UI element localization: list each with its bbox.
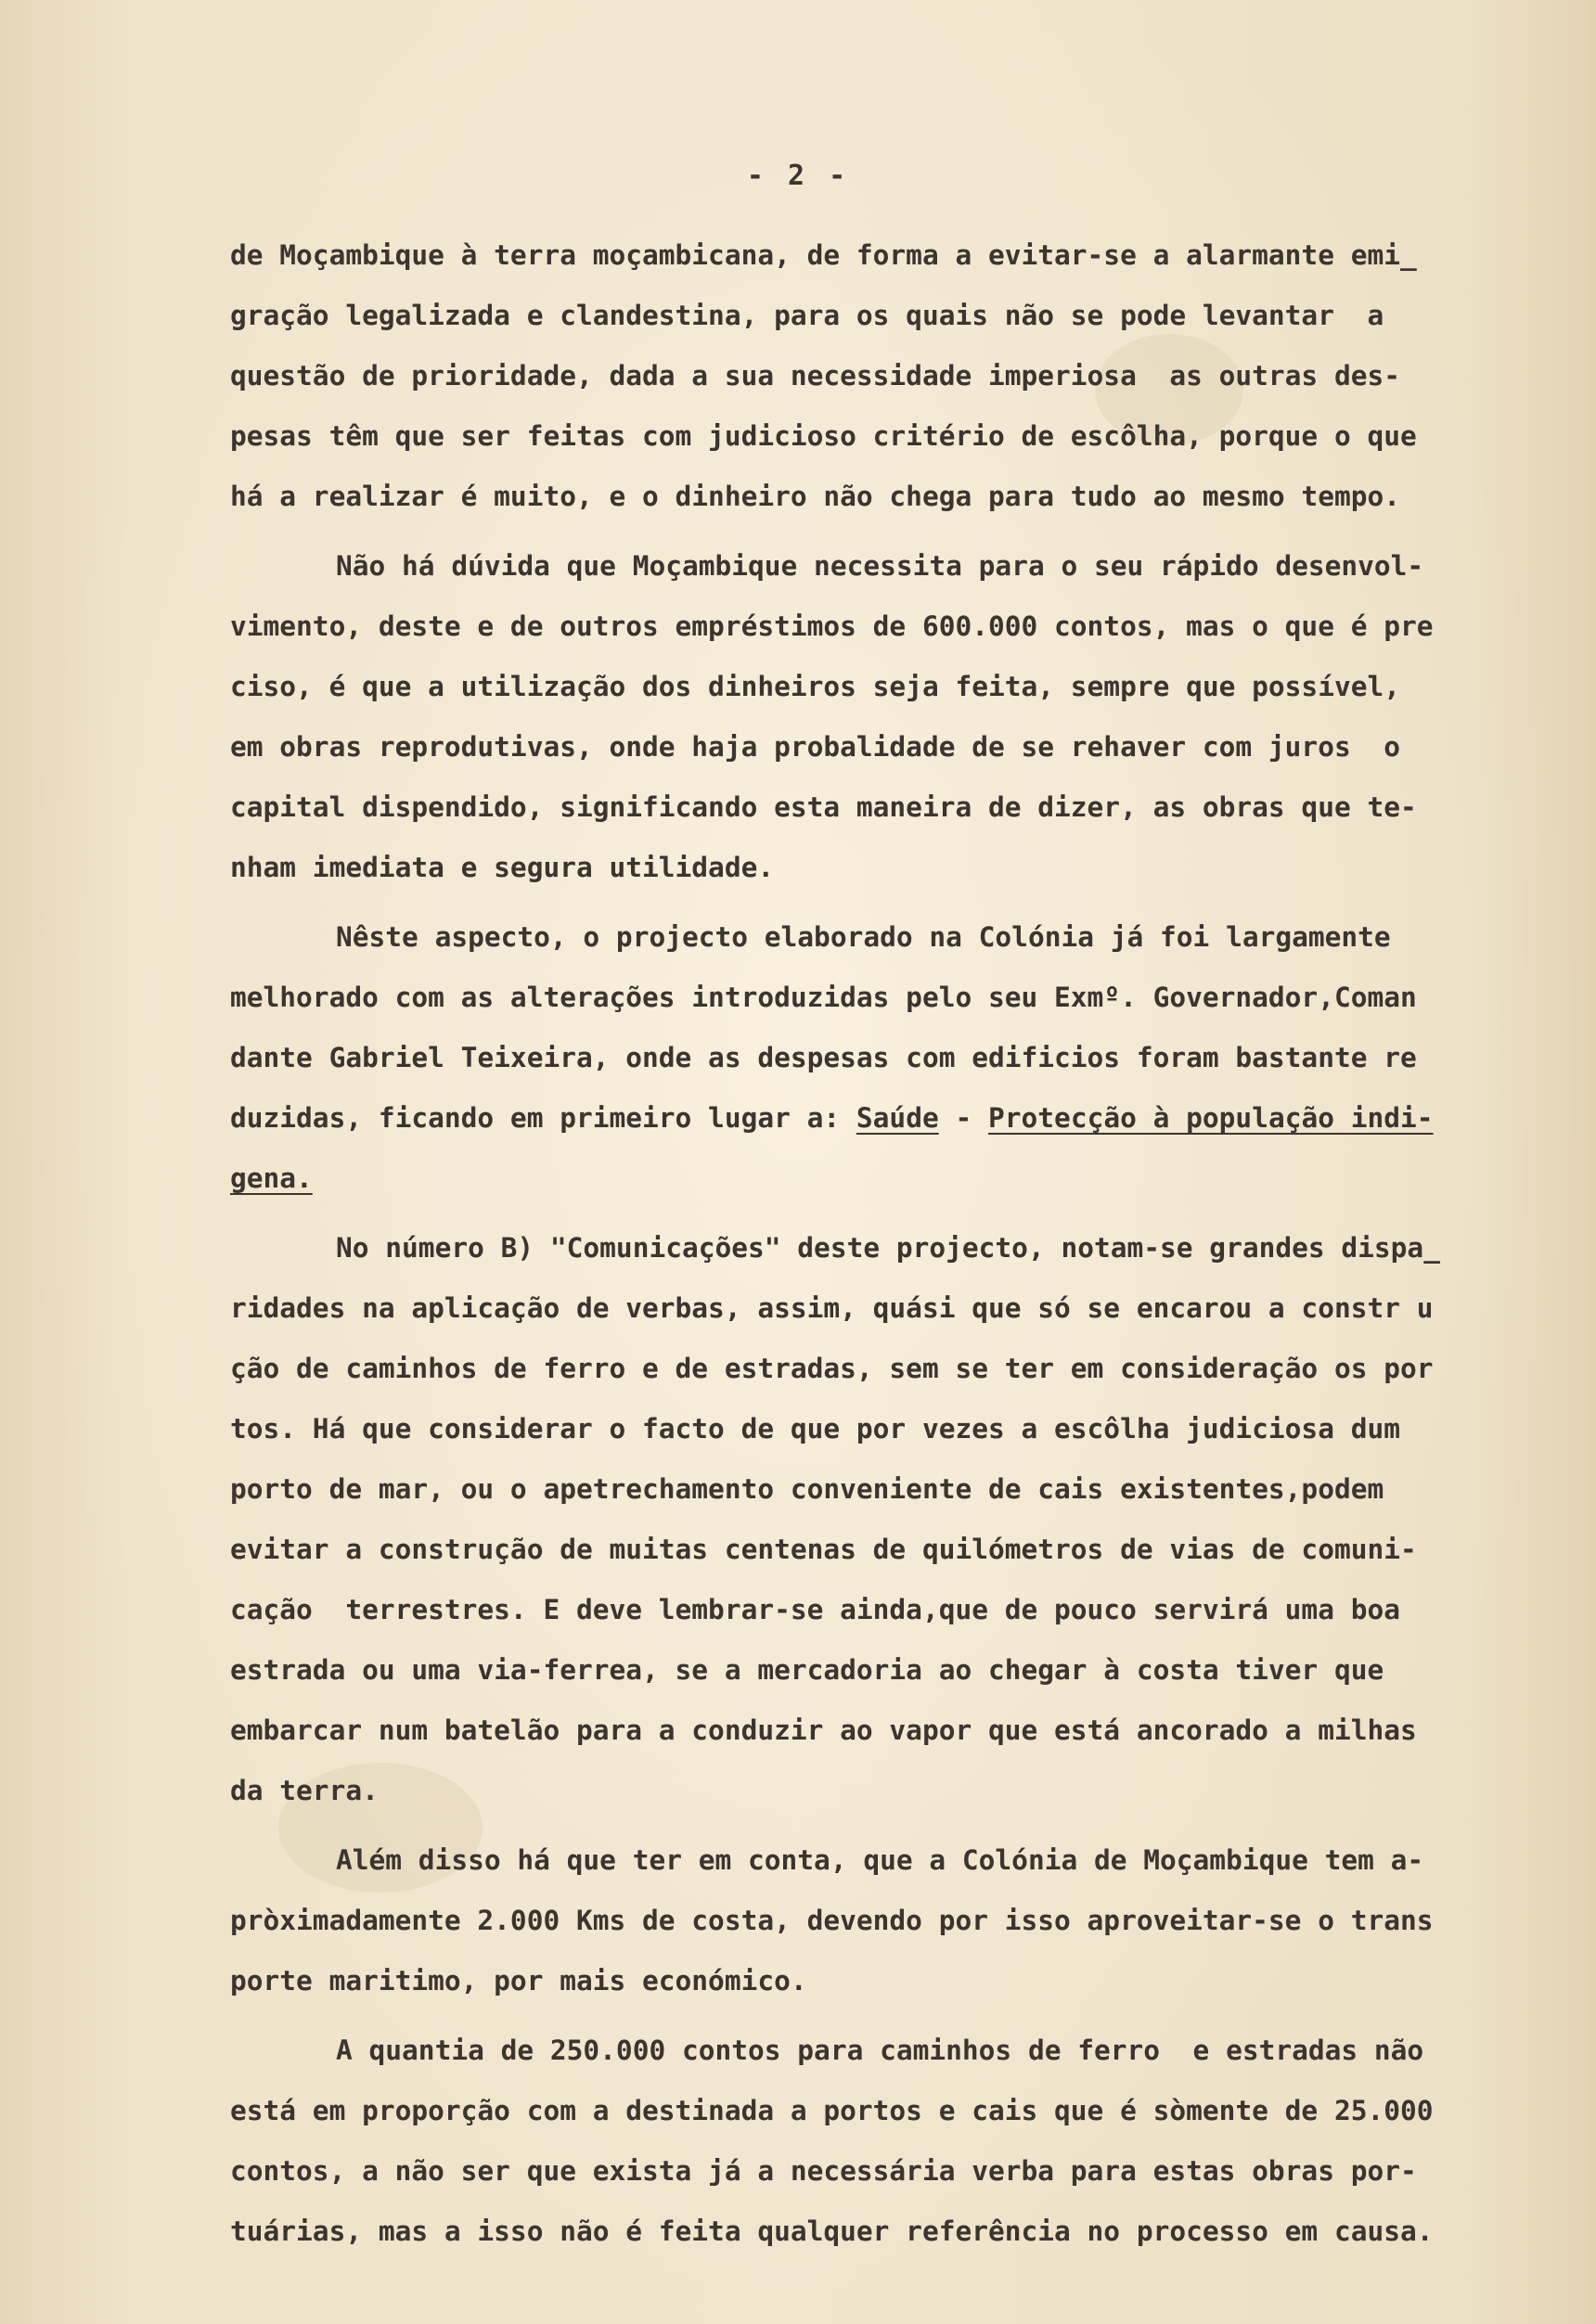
text-line: capital dispendido, significando esta maneira de dizer, as obras que te-: [230, 791, 1417, 823]
underlined-text: Protecção à população indi-: [988, 1102, 1434, 1134]
text-line: Nêste aspecto, o projecto elaborado na Colónia já foi largamente: [336, 921, 1391, 953]
text-line: pròximadamente 2.000 Kms de costa, devendo por isso aproveitar-se o trans: [230, 1905, 1434, 1936]
text-line: está em proporção com a destinada a portos e cais que é sòmente de 25.000: [230, 2095, 1434, 2126]
text-line: porto de mar, ou o apetrechamento conveniente de cais existentes,podem: [230, 1473, 1384, 1505]
text-line: dante Gabriel Teixeira, onde as despesas com edificios foram bastante re: [230, 1042, 1417, 1073]
text-line: tos. Há que considerar o facto de que por vezes a escôlha judiciosa dum: [230, 1413, 1400, 1444]
text-line: vimento, deste e de outros empréstimos de 600.000 contos, mas o que é pre: [230, 610, 1434, 642]
text-line: No número B) "Comunicações" deste projecto, notam-se grandes dispa_: [336, 1232, 1440, 1264]
text-line: estrada ou uma via-ferrea, se a mercadoria ao chegar à costa tiver que: [230, 1654, 1384, 1686]
text-line: questão de prioridade, dada a sua necessidade imperiosa as outras des-: [230, 360, 1400, 392]
text-line: pesas têm que ser feitas com judicioso critério de escôlha, porque o que: [230, 420, 1417, 452]
text-segment: -: [938, 1102, 989, 1134]
text-line: ciso, é que a utilização dos dinheiros seja feita, sempre que possível,: [230, 671, 1400, 702]
text-line: cação terrestres. E deve lembrar-se ainda,que de pouco servirá uma boa: [230, 1594, 1400, 1625]
underlined-text: Saúde: [856, 1102, 939, 1134]
text-line: A quantia de 250.000 contos para caminhos de ferro e estradas não: [336, 2035, 1424, 2066]
text-line: [230, 1160, 313, 1197]
text-line: contos, a não ser que exista já a necessária verba para estas obras por-: [230, 2155, 1417, 2187]
text-line: nham imediata e segura utilidade.: [230, 852, 775, 883]
text-line: evitar a construção de muitas centenas de quilómetros de vias de comuni-: [230, 1534, 1417, 1565]
text-line: Não há dúvida que Moçambique necessita para o seu rápido desenvol-: [336, 550, 1424, 582]
underlined-text: gena.: [230, 1162, 313, 1194]
text-line: da terra.: [230, 1775, 379, 1806]
text-line: ção de caminhos de ferro e de estradas, sem se ter em consideração os por: [230, 1353, 1434, 1384]
text-line: há a realizar é muito, e o dinheiro não chega para tudo ao mesmo tempo.: [230, 481, 1400, 512]
text-line: gração legalizada e clandestina, para os quais não se pode levantar a: [230, 300, 1384, 331]
text-segment: duzidas, ficando em primeiro lugar a:: [230, 1102, 856, 1134]
text-line: de Moçambique à terra moçambicana, de forma a evitar-se a alarmante emi_: [230, 239, 1417, 271]
text-line: em obras reprodutivas, onde haja probalidade de se rehaver com juros o: [230, 731, 1400, 763]
page-number: - 2 -: [746, 160, 850, 192]
text-line: ridades na aplicação de verbas, assim, quási que só se encarou a constr u: [230, 1292, 1434, 1324]
text-line: Além disso há que ter em conta, que a Colónia de Moçambique tem a-: [336, 1844, 1424, 1876]
text-line: porte maritimo, por mais económico.: [230, 1965, 807, 1997]
text-line: [230, 1099, 1434, 1136]
text-line: melhorado com as alterações introduzidas pelo seu Exmº. Governador,Coman: [230, 982, 1417, 1013]
text-line: embarcar num batelão para a conduzir ao vapor que está ancorado a milhas: [230, 1714, 1417, 1746]
text-line: tuárias, mas a isso não é feita qualquer referência no processo em causa.: [230, 2215, 1434, 2247]
